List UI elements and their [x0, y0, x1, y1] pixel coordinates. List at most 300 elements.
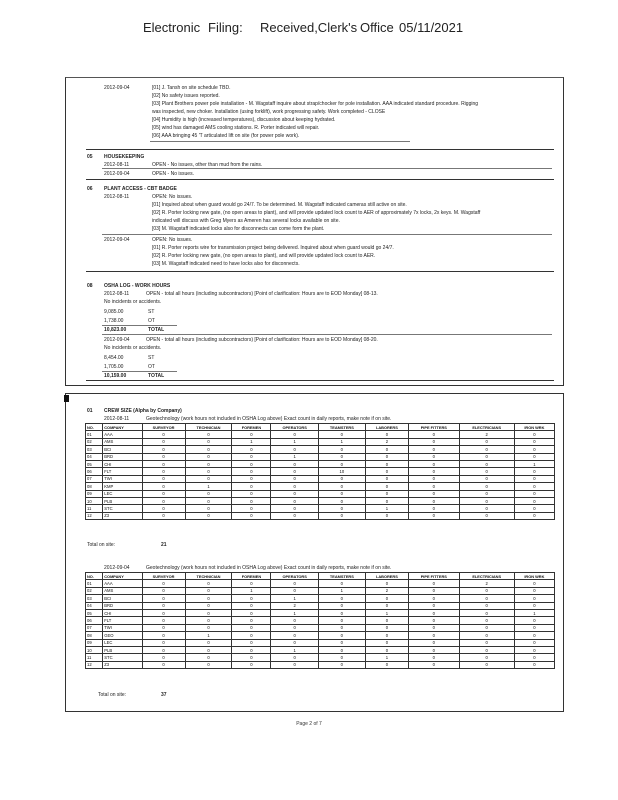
table-cell: 0: [408, 632, 459, 639]
cont-line-1: [01] J. Tansh on site schedule TBD.: [152, 85, 231, 91]
table-cell: 0: [514, 497, 554, 504]
table-cell: 0: [271, 460, 318, 467]
table-cell: 0: [142, 595, 185, 602]
table-cell: 0: [318, 475, 365, 482]
table-cell: 0: [232, 624, 271, 631]
table-cell: 05: [86, 609, 103, 616]
table-cell: 1: [365, 505, 408, 512]
table-cell: 0: [271, 624, 318, 631]
table-cell: 0: [459, 595, 514, 602]
osha-title: OSHA LOG - WORK HOURS: [104, 283, 171, 289]
table-cell: 07: [86, 475, 103, 482]
table-cell: 0: [514, 632, 554, 639]
table-cell: 0: [142, 453, 185, 460]
table-cell: BCI: [103, 446, 142, 453]
table-row: [86, 483, 555, 490]
table-cell: 0: [514, 483, 554, 490]
table-cell: 1: [271, 646, 318, 653]
table-cell: 0: [142, 475, 185, 482]
table-cell: 0: [232, 646, 271, 653]
table-cell: 02: [86, 438, 103, 445]
table-cell: 1: [232, 438, 271, 445]
table-cell: 09: [86, 639, 103, 646]
cont-date: 2012-09-04: [104, 85, 130, 91]
table-cell: 0: [232, 595, 271, 602]
table-cell: 1: [365, 654, 408, 661]
table-cell: 0: [408, 460, 459, 467]
table-cell: 0: [408, 446, 459, 453]
column-header: COMPANY: [103, 573, 142, 580]
table-cell: 0: [185, 505, 232, 512]
table-cell: 0: [232, 505, 271, 512]
table-cell: 0: [459, 497, 514, 504]
table-cell: 06: [86, 617, 103, 624]
table-cell: 0: [408, 587, 459, 594]
table-cell: 0: [271, 468, 318, 475]
header-office: Office: [360, 20, 394, 35]
plant-access-line-2-2: [01] R. Porter reports wire for transmission project being delivered. Inquired about when guard would go 24/7.: [152, 245, 394, 251]
table-cell: 01: [86, 580, 103, 587]
table-cell: 0: [142, 602, 185, 609]
table-cell: 0: [514, 617, 554, 624]
crew-number: 01: [87, 408, 93, 414]
column-header: FOREMEN: [232, 424, 271, 431]
table-cell: 0: [142, 617, 185, 624]
plant-access-line-2-4: [03] M. Wagstaff indicated need to have locks also for disconnects.: [152, 261, 300, 267]
table-cell: 0: [514, 453, 554, 460]
table-cell: 2: [271, 602, 318, 609]
table-cell: 0: [185, 602, 232, 609]
table-cell: 0: [459, 632, 514, 639]
cont-line-2: [02] No safety issues reported.: [152, 93, 220, 99]
column-header: TEAMSTERS: [318, 573, 365, 580]
page-marker: [64, 395, 69, 402]
table-cell: 10: [86, 646, 103, 653]
table-cell: 0: [142, 497, 185, 504]
plant-access-line-2-3: [02] R. Porter locking new gate, (no open areas to plant), and will provide updated lock count to AER.: [152, 253, 376, 259]
table-cell: 0: [142, 490, 185, 497]
housekeeping-date-2: 2012-09-04: [104, 171, 130, 177]
table-row: [86, 661, 555, 668]
table-cell: 2: [365, 438, 408, 445]
table-cell: 0: [408, 595, 459, 602]
osha-date-1: 2012-08-11: [104, 291, 130, 297]
table-cell: 0: [185, 595, 232, 602]
plant-access-line-1-3: [02] R. Porter locking new gate, (no open areas to plant), and will provide updated lock count to AER of approximately 7x locks, 2x keys. M. Wagstaff: [152, 210, 481, 216]
table-cell: 0: [185, 617, 232, 624]
table-cell: 0: [365, 468, 408, 475]
header-electronic: Electronic: [143, 20, 201, 35]
table-row: [86, 468, 555, 475]
table-cell: 0: [232, 490, 271, 497]
table-cell: 0: [185, 587, 232, 594]
table-cell: 0: [185, 438, 232, 445]
table-cell: 0: [271, 639, 318, 646]
table-cell: Z3: [103, 661, 142, 668]
table-cell: 0: [318, 490, 365, 497]
table-cell: 0: [271, 512, 318, 519]
table-row: [86, 475, 555, 482]
table-cell: 0: [271, 580, 318, 587]
table-cell: 0: [271, 475, 318, 482]
table-cell: 0: [365, 595, 408, 602]
crew-total-label-2: Total on site:: [98, 692, 127, 698]
table-cell: 0: [459, 483, 514, 490]
osha-text-2: OPEN - total all hours (including subcontractors) [Point of clarification: Hours are to EOD Monday] 08-20.: [146, 337, 378, 343]
column-header: PIPE FITTERS: [408, 573, 459, 580]
table-cell: 08: [86, 632, 103, 639]
column-header: ELECTRICIANS: [459, 424, 514, 431]
housekeeping-text-2: OPEN - No issues.: [152, 171, 194, 177]
osha-date-2: 2012-09-04: [104, 337, 130, 343]
column-header: SURVEYOR: [142, 573, 185, 580]
table-cell: 0: [459, 505, 514, 512]
table-cell: 0: [514, 595, 554, 602]
table-cell: 0: [408, 661, 459, 668]
report-sheet-2: [65, 393, 564, 712]
table-header-row: [86, 573, 555, 580]
table-cell: 01: [86, 431, 103, 438]
plant-access-line-1-1: OPEN: No issues.: [152, 194, 193, 200]
table-cell: 0: [232, 661, 271, 668]
table-cell: 0: [365, 497, 408, 504]
table-cell: 1: [271, 595, 318, 602]
table-cell: 0: [408, 453, 459, 460]
table-cell: 0: [514, 490, 554, 497]
table-cell: 0: [232, 602, 271, 609]
table-row: [86, 587, 555, 594]
table-cell: 1: [185, 483, 232, 490]
table-cell: 0: [459, 453, 514, 460]
table-cell: 0: [232, 431, 271, 438]
table-row: [86, 624, 555, 631]
table-cell: 11: [86, 505, 103, 512]
table-cell: GEO: [103, 632, 142, 639]
table-cell: 1: [185, 632, 232, 639]
table-cell: 0: [408, 483, 459, 490]
table-cell: 0: [408, 639, 459, 646]
table-cell: 0: [318, 595, 365, 602]
table-cell: 1: [318, 438, 365, 445]
table-cell: 0: [232, 654, 271, 661]
crew-total-label-1: Total on site:: [87, 542, 116, 548]
osha-noinc-1: No incidents or accidents.: [104, 299, 162, 305]
osha-st-label-1: ST: [148, 309, 155, 315]
table-cell: CHI: [103, 609, 142, 616]
column-header: OPERATORS: [271, 424, 318, 431]
header-filing: Filing:: [208, 20, 243, 35]
table-cell: 0: [271, 654, 318, 661]
table-cell: BRD: [103, 602, 142, 609]
table-cell: 0: [232, 460, 271, 467]
table-cell: 0: [459, 624, 514, 631]
table-cell: 0: [459, 639, 514, 646]
table-cell: 0: [271, 661, 318, 668]
table-cell: 0: [365, 490, 408, 497]
table-cell: AAA: [103, 431, 142, 438]
table-cell: 0: [142, 587, 185, 594]
table-row: [86, 453, 555, 460]
crew-date-2: 2012-09-04: [104, 565, 130, 571]
osha-ot-label-2: OT: [148, 364, 155, 370]
table-cell: 04: [86, 602, 103, 609]
table-cell: 0: [408, 624, 459, 631]
table-row: [86, 580, 555, 587]
table-cell: 0: [459, 438, 514, 445]
plant-access-line-1-5: [03] M. Wagstaff indicated locks also for disconnects can come form the plant.: [152, 226, 325, 232]
table-cell: 0: [142, 646, 185, 653]
osha-ot-label-1: OT: [148, 318, 155, 324]
column-header: SURVEYOR: [142, 424, 185, 431]
table-cell: 0: [514, 580, 554, 587]
table-cell: TWI: [103, 475, 142, 482]
table-cell: 12: [86, 512, 103, 519]
table-cell: 0: [514, 446, 554, 453]
table-cell: 0: [365, 646, 408, 653]
table-cell: 0: [271, 446, 318, 453]
table-row: [86, 505, 555, 512]
table-cell: 0: [185, 512, 232, 519]
column-header: NO.: [86, 573, 103, 580]
table-cell: AMS: [103, 587, 142, 594]
table-cell: 0: [408, 468, 459, 475]
table-cell: 0: [318, 505, 365, 512]
table-cell: 0: [142, 512, 185, 519]
table-cell: 11: [86, 654, 103, 661]
table-cell: 0: [232, 617, 271, 624]
header-date: 05/11/2021: [399, 20, 464, 35]
table-cell: 0: [514, 505, 554, 512]
table-cell: 0: [459, 661, 514, 668]
column-header: TECHNICIAN: [185, 573, 232, 580]
table-cell: 0: [318, 453, 365, 460]
table-row: [86, 654, 555, 661]
table-cell: 0: [271, 483, 318, 490]
table-cell: 0: [185, 497, 232, 504]
table-cell: 0: [514, 661, 554, 668]
table-cell: 09: [86, 490, 103, 497]
table-cell: 0: [318, 632, 365, 639]
table-cell: 0: [318, 497, 365, 504]
table-cell: 0: [185, 460, 232, 467]
table-cell: 08: [86, 483, 103, 490]
column-header: OPERATORS: [271, 573, 318, 580]
housekeeping-title: HOUSEKEEPING: [104, 154, 145, 160]
table-cell: 1: [271, 453, 318, 460]
table-row: [86, 446, 555, 453]
table-cell: 0: [365, 460, 408, 467]
table-cell: 0: [142, 609, 185, 616]
table-cell: 0: [271, 431, 318, 438]
plant-access-title: PLANT ACCESS - CBT BADGE: [104, 186, 177, 192]
table-cell: 1: [232, 587, 271, 594]
table-cell: 0: [514, 431, 554, 438]
table-cell: 0: [459, 617, 514, 624]
table-cell: 0: [318, 460, 365, 467]
table-cell: 07: [86, 624, 103, 631]
table-cell: 0: [271, 490, 318, 497]
column-header: IRON WRK: [514, 424, 554, 431]
table-cell: 0: [365, 580, 408, 587]
table-cell: STC: [103, 505, 142, 512]
table-cell: 0: [514, 602, 554, 609]
table-row: [86, 438, 555, 445]
table-cell: 0: [185, 490, 232, 497]
column-header: FOREMEN: [232, 573, 271, 580]
cont-line-7: [06] AAA bringing 45 'T articulated lift on site (for power pole work).: [152, 133, 300, 139]
table-cell: 0: [408, 654, 459, 661]
table-cell: 0: [408, 609, 459, 616]
table-cell: KMP: [103, 483, 142, 490]
table-cell: 0: [459, 512, 514, 519]
table-cell: BRD: [103, 453, 142, 460]
osha-ot-value-2: 1,705.00: [104, 364, 124, 370]
table-cell: 0: [318, 646, 365, 653]
osha-total-value-2: 10,159.00: [104, 373, 127, 379]
table-cell: 0: [408, 475, 459, 482]
table-cell: 0: [185, 639, 232, 646]
crew-total-value-2: 37: [161, 692, 167, 698]
table-cell: 0: [408, 646, 459, 653]
table-cell: 2: [365, 587, 408, 594]
header-received: Received,Clerk's: [260, 20, 358, 35]
crew-desc-1: Geotechnology (work hours not included in OSHA Log above) Exact count in daily reports, make note if on site.: [146, 416, 392, 422]
table-cell: 0: [514, 624, 554, 631]
table-row: [86, 632, 555, 639]
table-cell: FLT: [103, 468, 142, 475]
table-row: [86, 617, 555, 624]
table-cell: 1: [271, 438, 318, 445]
osha-total-label-2: TOTAL: [148, 373, 165, 379]
crew-title: CREW SIZE (Alpha by Company): [104, 408, 182, 414]
table-cell: 06: [86, 468, 103, 475]
table-cell: 1: [514, 609, 554, 616]
table-cell: 1: [365, 609, 408, 616]
table-cell: 2: [459, 431, 514, 438]
table-cell: 0: [271, 505, 318, 512]
table-cell: CHI: [103, 460, 142, 467]
column-header: IRON WRK: [514, 573, 554, 580]
table-cell: 0: [459, 468, 514, 475]
table-cell: 0: [365, 453, 408, 460]
table-cell: AAA: [103, 580, 142, 587]
table-cell: 0: [232, 446, 271, 453]
housekeeping-date-1: 2012-08-11: [104, 162, 130, 168]
table-cell: 0: [232, 639, 271, 646]
report-sheet-1: [65, 77, 564, 386]
table-cell: 0: [459, 446, 514, 453]
table-cell: AMS: [103, 438, 142, 445]
osha-number: 08: [87, 283, 93, 289]
table-cell: 0: [185, 654, 232, 661]
crew-table-2: [85, 572, 555, 669]
table-cell: 0: [459, 490, 514, 497]
table-cell: 0: [185, 453, 232, 460]
table-cell: 0: [271, 632, 318, 639]
table-cell: 0: [408, 490, 459, 497]
table-cell: 0: [185, 580, 232, 587]
table-cell: 0: [365, 624, 408, 631]
table-cell: 0: [408, 431, 459, 438]
plant-access-line-2-1: OPEN: No issues.: [152, 237, 193, 243]
table-cell: 0: [185, 431, 232, 438]
table-cell: 0: [142, 661, 185, 668]
table-cell: 0: [365, 639, 408, 646]
table-cell: 1: [271, 609, 318, 616]
table-cell: 0: [232, 483, 271, 490]
table-cell: 0: [459, 609, 514, 616]
table-cell: 0: [185, 661, 232, 668]
table-cell: BCI: [103, 595, 142, 602]
table-cell: 0: [408, 497, 459, 504]
table-cell: 0: [232, 512, 271, 519]
crew-total-value-1: 21: [161, 542, 167, 548]
table-cell: 0: [365, 617, 408, 624]
table-cell: 03: [86, 595, 103, 602]
table-cell: 0: [142, 483, 185, 490]
crew-table-1: [85, 423, 555, 520]
table-cell: 0: [408, 617, 459, 624]
cont-line-5: [04] Humidity is high (increased temperatures), discussion about keeping hydrated.: [152, 117, 336, 123]
column-header: ELECTRICIANS: [459, 573, 514, 580]
table-cell: 0: [142, 632, 185, 639]
crew-desc-2: Geotechnology (work hours not included in OSHA Log above) Exact count in daily reports, make note if on site.: [146, 565, 392, 571]
table-cell: 0: [318, 609, 365, 616]
osha-total-label-1: TOTAL: [148, 327, 165, 333]
table-cell: LEC: [103, 639, 142, 646]
table-cell: 0: [514, 654, 554, 661]
table-cell: 0: [459, 646, 514, 653]
table-cell: 0: [318, 483, 365, 490]
table-row: [86, 512, 555, 519]
table-cell: 0: [142, 654, 185, 661]
table-cell: 0: [365, 483, 408, 490]
osha-ot-value-1: 1,738.00: [104, 318, 124, 324]
plant-access-line-1-2: [01] Inquired about when guard would go 24/7. To be determined. M. Wagstaff indicated cameras still active on site.: [152, 202, 407, 208]
osha-total-value-1: 10,823.00: [104, 327, 127, 333]
table-cell: 0: [142, 468, 185, 475]
table-cell: 0: [232, 609, 271, 616]
cont-line-6: [05] wind has damaged AMS cooling stations. R. Porter indicated will repair.: [152, 125, 320, 131]
table-cell: 10: [86, 497, 103, 504]
table-cell: 0: [232, 475, 271, 482]
table-cell: 0: [232, 468, 271, 475]
table-cell: 0: [271, 617, 318, 624]
table-cell: 0: [408, 602, 459, 609]
table-cell: 0: [318, 624, 365, 631]
table-cell: 0: [185, 624, 232, 631]
table-cell: 0: [142, 580, 185, 587]
table-cell: 0: [142, 438, 185, 445]
table-cell: 0: [408, 505, 459, 512]
table-cell: 0: [185, 468, 232, 475]
table-cell: 0: [318, 580, 365, 587]
table-cell: 0: [232, 453, 271, 460]
osha-noinc-2: No incidents or accidents.: [104, 345, 162, 351]
table-cell: 0: [514, 512, 554, 519]
table-cell: TWI: [103, 624, 142, 631]
table-row: [86, 490, 555, 497]
table-cell: PLB: [103, 497, 142, 504]
table-row: [86, 595, 555, 602]
table-cell: 0: [232, 580, 271, 587]
table-cell: 0: [408, 580, 459, 587]
table-cell: 0: [142, 431, 185, 438]
table-cell: STC: [103, 654, 142, 661]
page-number: Page 2 of 7: [296, 721, 322, 727]
table-cell: 0: [142, 624, 185, 631]
table-cell: 0: [185, 475, 232, 482]
